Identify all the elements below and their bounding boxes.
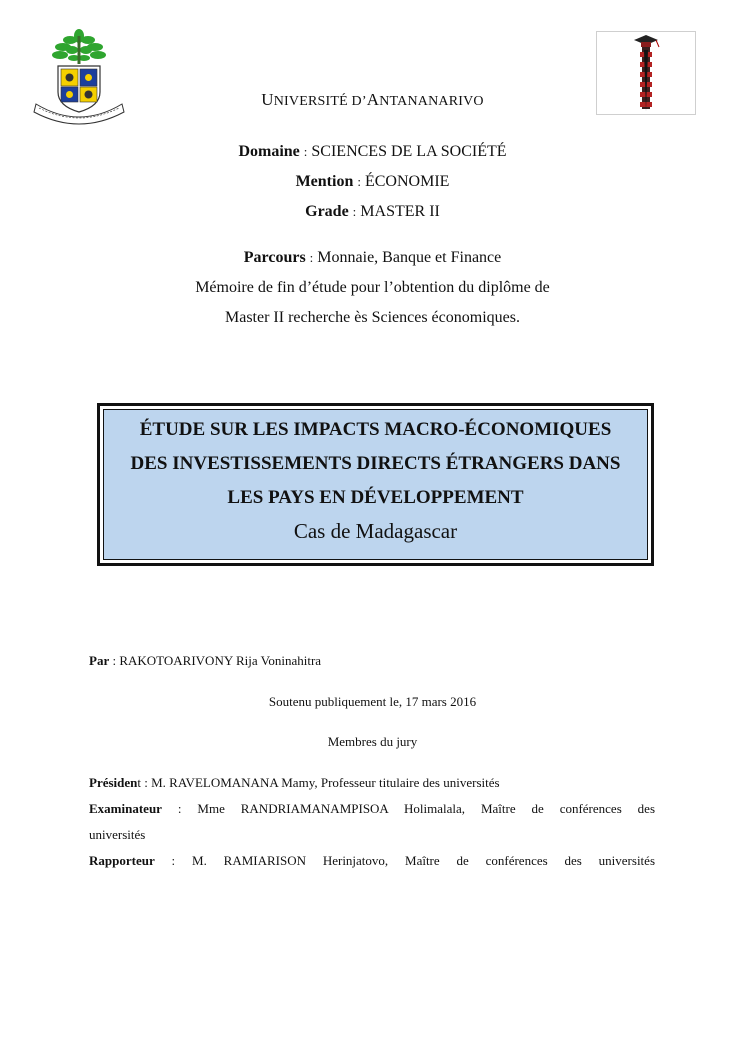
thesis-title-panel [103,409,648,560]
examinateur-label: Examinateur [89,801,162,816]
thesis-subtitle: Cas de Madagascar [293,519,458,543]
author-separator: : [109,653,120,668]
thesis-title-line-1: ÉTUDE SUR LES IMPACTS MACRO-ÉCONOMIQUES [139,419,612,440]
thesis-title-line-2: DES INVESTISSEMENTS DIRECTS ÉTRANGERS DANS [130,453,621,474]
author-name: RAKOTOARIVONY Rija Voninahitra [119,653,322,668]
mention-value: ÉCONOMIE [364,173,450,190]
university-initial: U [261,90,274,109]
university-text-1: NIVERSITÉ D [273,94,362,109]
grade-value: MASTER II [360,203,440,220]
jury-president [89,775,655,791]
memoire-line-2: Master II recherche ès Sciences économiques. [225,309,520,326]
president-details: t : M. RAVELOMANANA Mamy, Professeur titulaire des universités [137,775,500,790]
grade-line [0,203,745,221]
jury-rapporteur [89,853,655,869]
thesis-title-line-3: LES PAYS EN DÉVELOPPEMENT [227,487,524,508]
memoire-line-1: Mémoire de fin d’étude pour l’obtention du diplôme de [195,279,550,296]
university-name [0,90,745,110]
parcours-line [0,249,745,267]
domaine-label: Domaine [238,143,300,160]
domaine-line [0,143,745,161]
domaine-value: SCIENCES DE LA SOCIÉTÉ [311,143,507,160]
thesis-title-box [97,403,654,566]
parcours-label: Parcours [243,249,306,266]
jury-examinateur [89,801,655,817]
president-label: Présiden [89,775,138,790]
university-apostrophe: ’ [361,94,367,109]
parcours-value: Monnaie, Banque et Finance [317,249,502,266]
mention-line [0,173,745,191]
examinateur-details: : Mme RANDRIAMANAMPISOA Holimalala, Maître de conférences des [161,801,655,816]
university-initial-a: A [366,90,380,109]
examinateur-continuation: universités [89,827,146,842]
crest-icon [30,26,128,126]
parcours-separator: : [309,250,314,265]
mention-separator: : [357,174,361,189]
jury-heading: Membres du jury [327,734,418,749]
mention-label: Mention [295,173,354,190]
rapporteur-details: : M. RAMIARISON Herinjatovo, Maître de conférences des universités [154,853,655,868]
defense-date: Soutenu publiquement le, 17 mars 2016 [268,694,477,709]
grade-label: Grade [305,203,349,220]
grade-separator: : [352,204,357,219]
domaine-separator: : [303,144,308,159]
author-label: Par [89,653,110,668]
rapporteur-label: Rapporteur [89,853,155,868]
author-line [89,653,321,669]
university-text-2: NTANANARIVO [379,94,484,109]
university-crest-logo [30,26,128,126]
